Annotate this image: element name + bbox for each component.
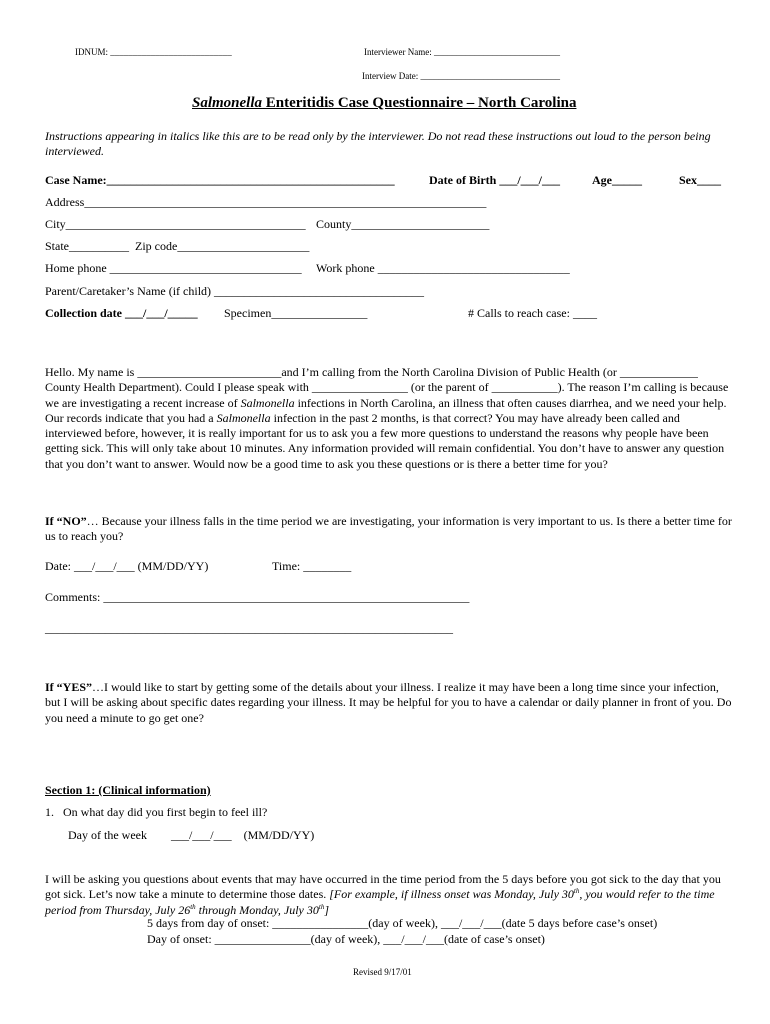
- case-name-field: Case Name:________________________________________________: [45, 173, 395, 187]
- home-phone-field: Home phone ________________________________: [45, 261, 302, 275]
- onset-day-field: Day of the week ___/___/___ (MM/DD/YY): [68, 828, 315, 842]
- if-no-script: [45, 514, 735, 545]
- if-no-text: … Because your illness falls in the time period we are investigating, your information is very important to us. Is there a better time for us to reach you?: [45, 514, 732, 544]
- day-of-onset-field: Day of onset: ________________(day of week), ___/___/___(date of case’s onset): [147, 932, 545, 946]
- example-sup-1: th: [573, 887, 580, 896]
- date-range-text: I will be asking you questions about events that may have occurred in the time period from the 5 days before you got sick to the day that you got sick. Let’s now take a minute to determine those dates.: [45, 872, 721, 902]
- example-part-b: , you would refer to the time period from Thursday, July 26: [45, 887, 715, 917]
- example-part-d: ]: [324, 902, 330, 917]
- interview-date-field: Interview Date: _______________________________: [362, 71, 560, 81]
- date-of-birth-field: Date of Birth ___/___/___: [429, 173, 560, 187]
- example-sup-2: th: [190, 902, 196, 911]
- if-yes-label: If “YES”: [45, 680, 93, 694]
- example-sup-3: th: [318, 902, 325, 911]
- greeting-text-1: Hello. My name is ________________________and I’m calling from the North Carolina Division of Public Health (or _____________ County Health Department). Could I please speak with ________________ (or the parent of ___________). The reason I’m calling is because we are investigating a recent increase of: [45, 365, 729, 410]
- title-rest: Enteritidis Case Questionnaire – North Carolina: [262, 95, 577, 111]
- sex-field: Sex____: [679, 173, 721, 187]
- greeting-organism-2: Salmonella: [216, 410, 271, 425]
- specimen-field: Specimen________________: [224, 306, 368, 320]
- question-1: 1. On what day did you first begin to feel ill?: [45, 805, 268, 819]
- idnum-field: IDNUM: ___________________________: [75, 47, 232, 57]
- comments-line-2: ____________________________________________________________________: [45, 621, 453, 635]
- state-field: State__________: [45, 239, 129, 253]
- revision-footer: Revised 9/17/01: [353, 967, 412, 977]
- example-part-c: through Monday, July 30: [195, 902, 319, 917]
- example-part-a: [For example, if illness onset was Monday, July 30: [329, 887, 574, 902]
- interviewer-name-field: Interviewer Name: ____________________________: [364, 47, 560, 57]
- callback-time-field: Time: ________: [272, 559, 352, 573]
- greeting-text-3: infection in the past 2 months, is that correct? You may have already been called and interviewed before, however, it is really important for us to ask you a few more questions to understand the reasons why people have been getting sick. This will only take about 10 minutes. Any information provided will remain confidential. You don’t have to answer any question that you don’t want to answer. Would now be a good time to ask you these questions or is there a better time for you?: [45, 410, 725, 471]
- parent-caretaker-field: Parent/Caretaker’s Name (if child) ___________________________________: [45, 284, 425, 298]
- greeting-script: [45, 365, 735, 472]
- if-no-label: If “NO”: [45, 514, 87, 528]
- if-yes-text: …I would like to start by getting some of the details about your illness. I realize it may have been a long time since your infection, but I will be asking about specific dates regarding your illness. It may be helpful for you to have a calendar or daily planner in front of you. Do you need a minute to go get one?: [45, 680, 732, 725]
- section-1-heading: Section 1: (Clinical information): [45, 783, 211, 797]
- county-field: County_______________________: [316, 217, 490, 231]
- greeting-text-2: infections in North Carolina, an illness that often causes diarrhea, and we need your help. Our records indicate that you had a: [45, 395, 727, 425]
- if-yes-script: [45, 680, 735, 726]
- callback-date-field: Date: ___/___/___ (MM/DD/YY): [45, 559, 209, 573]
- comments-field: Comments: _____________________________________________________________: [45, 590, 470, 604]
- greeting-organism-1: Salmonella: [240, 395, 295, 410]
- page-title: [192, 95, 576, 112]
- collection-date-field: Collection date ___/___/_____: [45, 306, 198, 320]
- interviewer-instructions: Instructions appearing in italics like this are to be read only by the interviewer. Do not read these instructions out loud to the person being interviewed.: [45, 129, 711, 159]
- address-field: Address___________________________________________________________________: [45, 195, 487, 209]
- city-field: City________________________________________: [45, 217, 306, 231]
- calls-to-reach-field: # Calls to reach case: ____: [468, 306, 597, 320]
- work-phone-field: Work phone ________________________________: [316, 261, 570, 275]
- zip-code-field: Zip code______________________: [135, 239, 310, 253]
- five-days-before-field: 5 days from day of onset: ________________(day of week), ___/___/___(date 5 days before case’s onset): [147, 916, 658, 930]
- title-organism: Salmonella: [192, 95, 263, 111]
- age-field: Age_____: [592, 173, 642, 187]
- date-range-instructions: [45, 872, 735, 918]
